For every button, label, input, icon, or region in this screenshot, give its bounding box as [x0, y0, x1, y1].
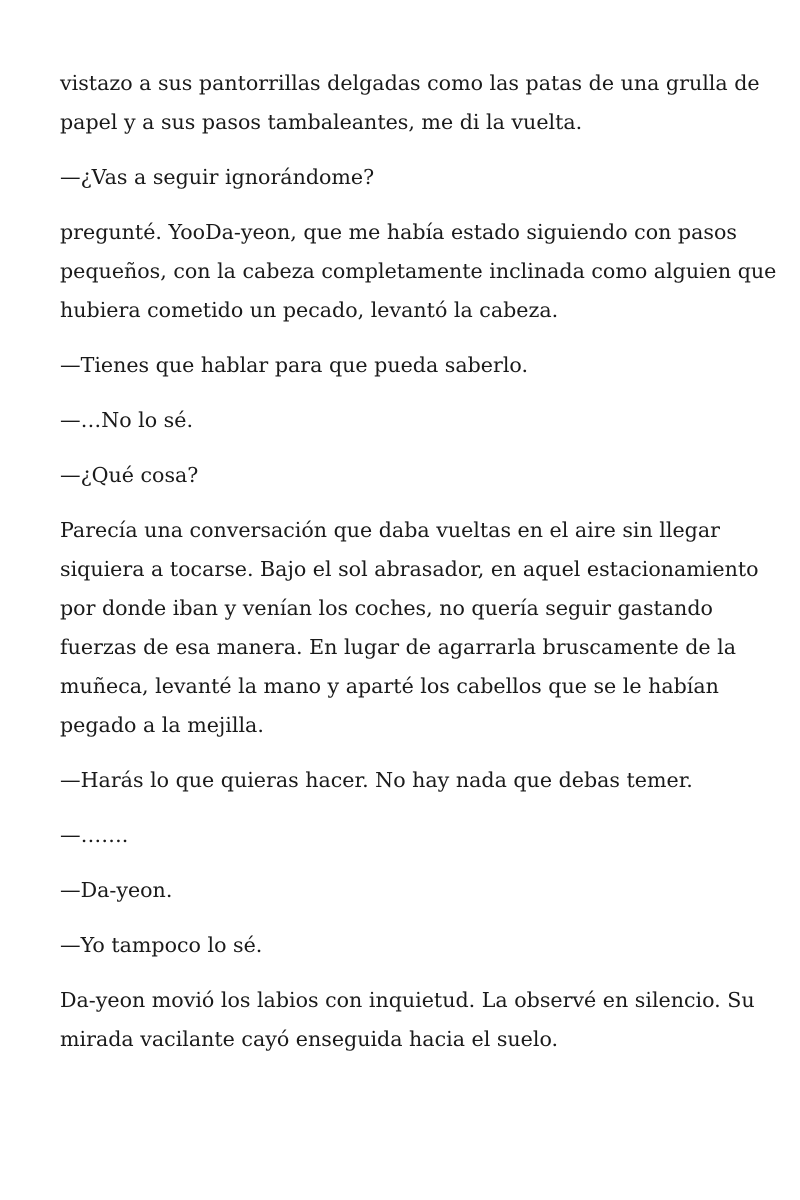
paragraph-7: Parecía una conversación que daba vueltas en el aire sin llegar siquiera a tocarse. Bajo el sol abrasador, en aquel estacionamiento por donde iban y venían los coches, no quería seguir gastando fuerzas de esa manera. En lugar de agarrarla bruscamente de la muñeca, levanté la mano y aparté los cabellos que se le habían pegado a la mejilla. [60, 518, 759, 737]
paragraph-11: —Yo tampoco lo sé. [60, 933, 263, 957]
paragraph-10: —Da-yeon. [60, 878, 173, 902]
paragraph-6: —¿Qué cosa? [60, 463, 199, 487]
paragraph-5: —…No lo sé. [60, 408, 193, 432]
paragraph-8: —Harás lo que quieras hacer. No hay nada que debas temer. [60, 768, 693, 792]
paragraph-1: vistazo a sus pantorrillas delgadas como las patas de una grulla de papel y a sus pasos tambaleantes, me di la vuelta. [60, 71, 760, 134]
paragraph-12: Da-yeon movió los labios con inquietud. La observé en silencio. Su mirada vacilante cayó enseguida hacia el suelo. [60, 988, 755, 1051]
paragraph-9: —……. [60, 823, 129, 847]
paragraph-3: pregunté. YooDa-yeon, que me había estado siguiendo con pasos pequeños, con la cabeza completamente inclinada como alguien que hubiera cometido un pecado, levantó la cabeza. [60, 220, 777, 322]
reading-page [60, 64, 780, 1075]
paragraph-4: —Tienes que hablar para que pueda saberlo. [60, 353, 529, 377]
paragraph-2: —¿Vas a seguir ignorándome? [60, 165, 375, 189]
